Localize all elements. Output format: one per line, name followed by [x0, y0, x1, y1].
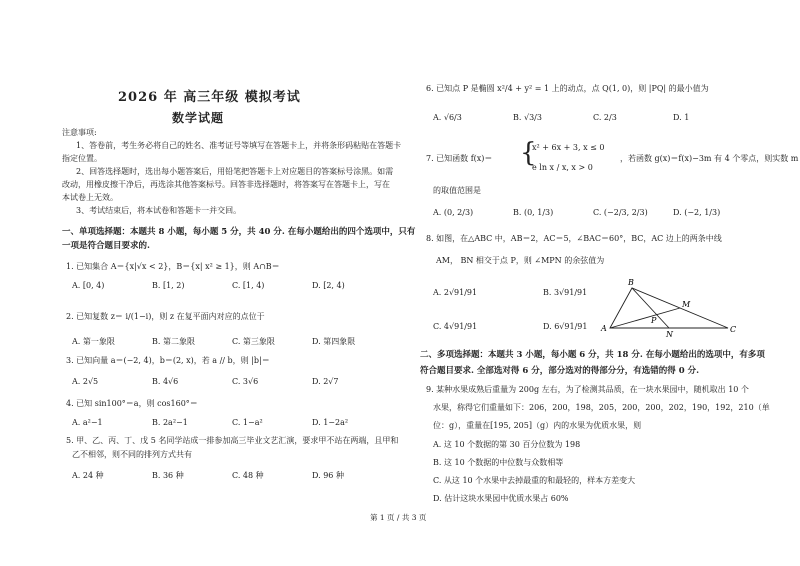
label-n: N — [666, 330, 673, 338]
section1-heading: 一项是符合题目要求的. — [62, 241, 150, 251]
q9-option-c: C. 从这 10 个水果中去掉最重的和最轻的，样本方差变大 — [433, 476, 636, 485]
q5-option-c: C. 48 种 — [232, 471, 264, 480]
q7-option-d: D. (−2, 1/3) — [673, 208, 721, 217]
q7-option-c: C. (−2/3, 2/3) — [593, 208, 648, 217]
question-3-stem: 3. 已知向量 a＝(−2, 4)，b＝(2, x)，若 a // b，则 |b|＝ — [66, 356, 270, 365]
piecewise-case: e ln x / x, x > 0 — [532, 163, 593, 172]
q6-option-b: B. √3/3 — [513, 113, 542, 122]
q5-option-a: A. 24 种 — [72, 471, 104, 480]
question-4-stem: 4. 已知 sin100°＝a，则 cos160°＝ — [66, 399, 198, 408]
piecewise-brace: { — [520, 138, 537, 168]
label-p: P — [651, 316, 657, 325]
triangle-abc — [610, 288, 728, 328]
q6-option-c: C. 2/3 — [593, 113, 617, 122]
subject-title: 数学试题 — [172, 111, 225, 125]
q5-option-b: B. 36 种 — [152, 471, 184, 480]
q4-option-a: A. a²−1 — [72, 418, 103, 427]
notes-line: 本试卷上无效。 — [62, 193, 118, 202]
question-8-stem: 8. 如图，在△ABC 中，AB＝2，AC＝5，∠BAC＝60°，BC，AC 边上的两条中线 — [426, 234, 722, 243]
q3-option-d: D. 2√7 — [312, 377, 339, 386]
q8-option-c: C. 4√91/91 — [433, 322, 478, 331]
q8-option-a: A. 2√91/91 — [433, 288, 478, 297]
q3-option-b: B. 4√6 — [152, 377, 179, 386]
q8-option-d: D. 6√91/91 — [543, 322, 588, 331]
q1-option-d: D. [2, 4) — [312, 281, 345, 290]
q2-option-b: B. 第二象限 — [152, 337, 195, 346]
triangle-figure — [598, 278, 738, 338]
q9-option-d: D. 估计这块水果园中优质水果占 60% — [433, 494, 569, 503]
question-5-stem: 5. 甲、乙、丙、丁、戊 5 名同学站成一排参加高三毕业文艺汇演，要求甲不站在两端，且甲和 — [66, 436, 399, 445]
q7-option-b: B. (0, 1/3) — [513, 208, 554, 217]
median-am — [610, 308, 680, 328]
notes-line: 1、答卷前，考生务必将自己的姓名、准考证号等填写在答题卡上，并将条形码粘贴在答题卡 — [76, 141, 402, 150]
question-9-stem: 位：g），重量在[195, 205]（g）内的水果为优质水果，则 — [433, 421, 642, 430]
question-7-stem: 7. 已知函数 f(x)＝ — [426, 154, 493, 163]
q4-option-d: D. 1−2a² — [312, 418, 349, 427]
notes-line: 2、回答选择题时，选出每小题答案后，用铅笔把答题卡上对应题目的答案标号涂黑。如需 — [76, 167, 394, 176]
question-7-stem: 的取值范围是 — [433, 186, 481, 195]
q9-option-b: B. 这 10 个数据的中位数与众数相等 — [433, 458, 564, 467]
q1-option-b: B. [1, 2) — [152, 281, 185, 290]
piecewise-case: x² + 6x + 3, x ≤ 0 — [532, 143, 605, 152]
q7-option-a: A. (0, 2/3) — [433, 208, 474, 217]
q6-option-d: D. 1 — [673, 113, 690, 122]
q5-option-d: D. 96 种 — [312, 471, 344, 480]
notes-line: 指定位置。 — [62, 154, 102, 163]
label-a: A — [601, 324, 607, 333]
section1-heading: 一、单项选择题：本题共 8 小题，每小题 5 分，共 40 分. 在每小题给出的四个选项中，只有 — [62, 227, 416, 237]
q2-option-d: D. 第四象限 — [312, 337, 356, 346]
q6-option-a: A. √6/3 — [433, 113, 462, 122]
question-6-stem: 6. 已知点 P 是椭圆 x²/4 + y² = 1 上的动点，点 Q(1, 0)，则 |PQ| 的最小值为 — [426, 84, 709, 93]
notes-heading: 注意事项: — [62, 128, 97, 137]
section2-heading: 二、多项选择题：本题共 3 小题，每小题 6 分，共 18 分. 在每小题给出的选项中，有多项 — [420, 350, 765, 360]
q2-option-c: C. 第三象限 — [232, 337, 275, 346]
question-2-stem: 2. 已知复数 z＝ i/(1−i)，则 z 在复平面内对应的点位于 — [66, 312, 265, 321]
question-8-stem: AM， BN 相交于点 P，则 ∠MPN 的余弦值为 — [436, 256, 605, 265]
q1-option-a: A. [0, 4) — [72, 281, 105, 290]
exam-title: 2026 年 高三年级 模拟考试 — [118, 90, 301, 105]
q9-option-a: A. 这 10 个数据的第 30 百分位数为 198 — [433, 440, 581, 449]
section2-heading: 符合题目要求. 全部选对得 6 分，部分选对的得部分分，有选错的得 0 分. — [420, 366, 700, 376]
label-c: C — [730, 325, 737, 334]
notes-line: 改动，用橡皮擦干净后，再选涂其他答案标号。回答非选择题时，将答案写在答题卡上，写在 — [62, 180, 390, 189]
page-footer: 第 1 页 / 共 3 页 — [370, 513, 427, 522]
question-5-stem: 乙不相邻，则不同的排列方式共有 — [72, 450, 192, 459]
question-7-stem: ，若函数 g(x)＝f(x)−3m 有 4 个零点，则实数 m — [620, 154, 799, 163]
q8-option-b: B. 3√91/91 — [543, 288, 588, 297]
q4-option-b: B. 2a²−1 — [152, 418, 188, 427]
notes-line: 3、考试结束后，将本试卷和答题卡一并交回。 — [76, 206, 242, 215]
q4-option-c: C. 1−a² — [232, 418, 263, 427]
question-9-stem: 水果，称得它们重量如下：206，200，198，205，200，200，202，190，192，210（单 — [433, 403, 770, 412]
label-b: B — [628, 278, 634, 287]
question-1-stem: 1. 已知集合 A＝{x|√x < 2}，B＝{x| x² ≥ 1}，则 A∩B＝ — [66, 262, 280, 271]
question-9-stem: 9. 某种水果成熟后重量为 200g 左右，为了检测其品质，在一块水果园中，随机取出 10 个 — [426, 385, 749, 394]
q1-option-c: C. [1, 4) — [232, 281, 265, 290]
label-m: M — [682, 300, 691, 309]
q3-option-c: C. 3√6 — [232, 377, 259, 386]
q3-option-a: A. 2√5 — [72, 377, 99, 386]
q2-option-a: A. 第一象限 — [72, 337, 115, 346]
